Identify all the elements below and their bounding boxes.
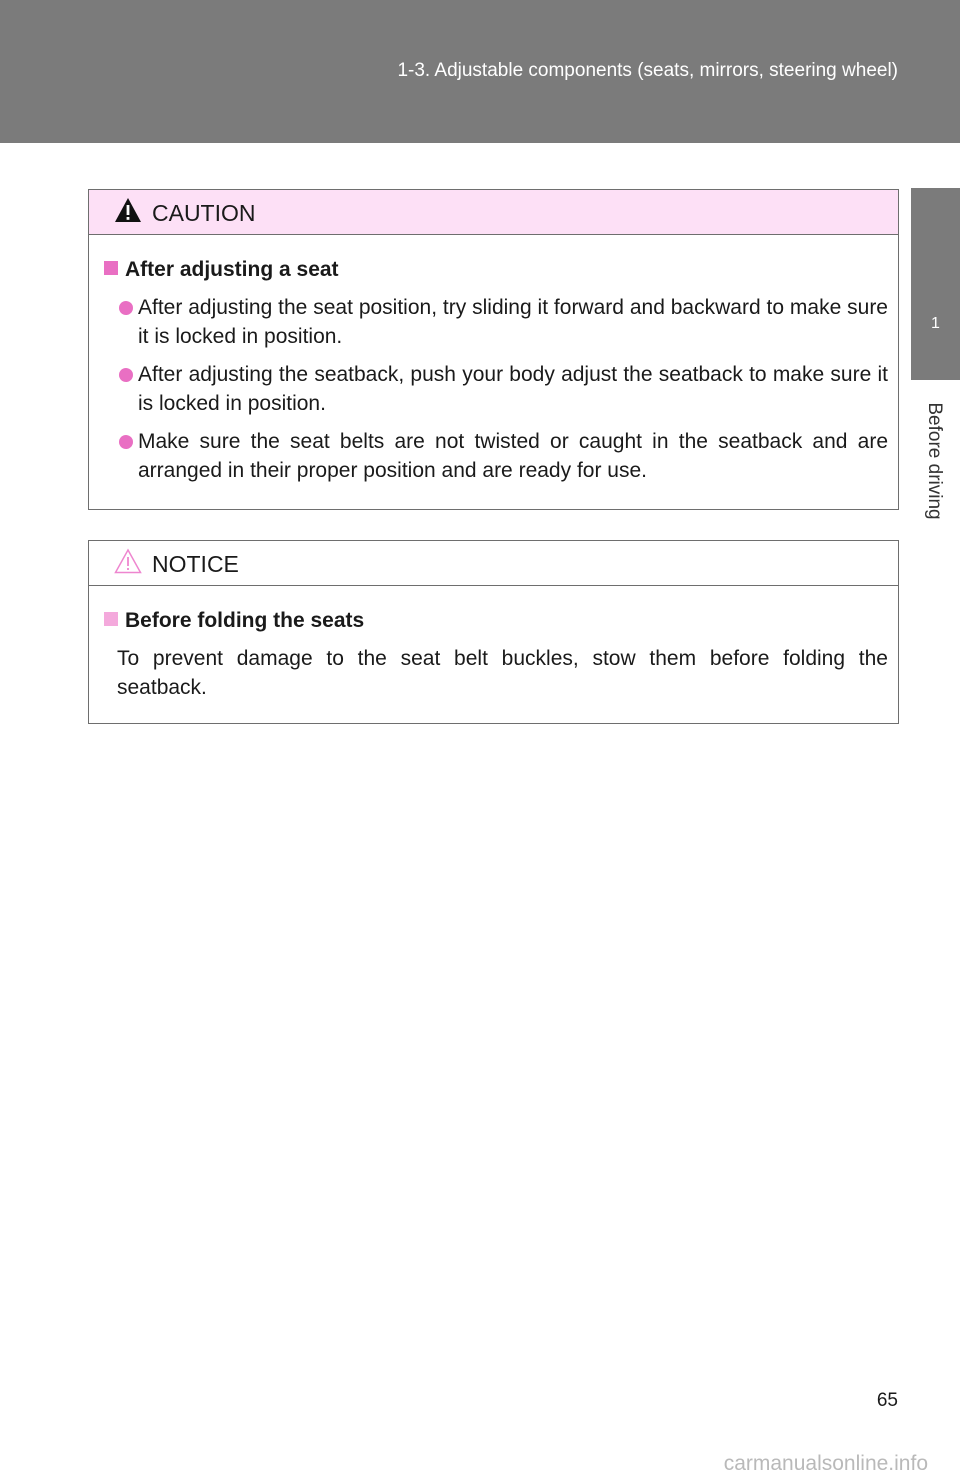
chapter-tab — [911, 188, 960, 380]
notice-label: NOTICE — [152, 551, 239, 577]
circle-bullet-icon — [119, 435, 133, 449]
chapter-number: 1 — [931, 315, 940, 332]
caution-subheading — [104, 255, 888, 284]
circle-bullet-icon — [119, 368, 133, 382]
caution-bullet-text: Make sure the seat belts are not twisted or caught in the seatback and are arranged in their proper position and are ready for use. — [138, 430, 888, 482]
notice-subheading — [104, 606, 888, 635]
chapter-title: Before driving — [924, 402, 945, 520]
caution-box — [88, 189, 899, 510]
notice-header — [89, 541, 898, 586]
caution-subheading-text: After adjusting a seat — [125, 258, 339, 281]
warning-triangle-outline-icon — [114, 548, 142, 574]
notice-text: To prevent damage to the seat belt buckles, stow them before folding the seatback. — [117, 647, 888, 699]
page-header — [0, 0, 960, 143]
warning-triangle-icon — [114, 197, 142, 223]
caution-bullet — [104, 427, 888, 485]
notice-box — [88, 540, 899, 724]
caution-bullet — [104, 293, 888, 351]
square-bullet-icon — [104, 261, 118, 275]
circle-bullet-icon — [119, 301, 133, 315]
page-number: 65 — [876, 1390, 898, 1411]
notice-body — [89, 586, 898, 702]
caution-header — [89, 190, 898, 235]
caution-body — [89, 235, 898, 485]
caution-bullet — [104, 360, 888, 418]
caution-bullet-text: After adjusting the seatback, push your body adjust the seatback to make sure it is locked in position. — [138, 363, 888, 415]
square-bullet-icon — [104, 612, 118, 626]
section-title: 1-3. Adjustable components (seats, mirrors, steering wheel) — [397, 60, 898, 81]
watermark: carmanualsonline.info — [723, 1452, 928, 1475]
notice-subheading-text: Before folding the seats — [125, 609, 365, 632]
caution-bullet-text: After adjusting the seat position, try sliding it forward and backward to make sure it is locked in position. — [138, 296, 888, 348]
caution-label: CAUTION — [152, 200, 256, 226]
